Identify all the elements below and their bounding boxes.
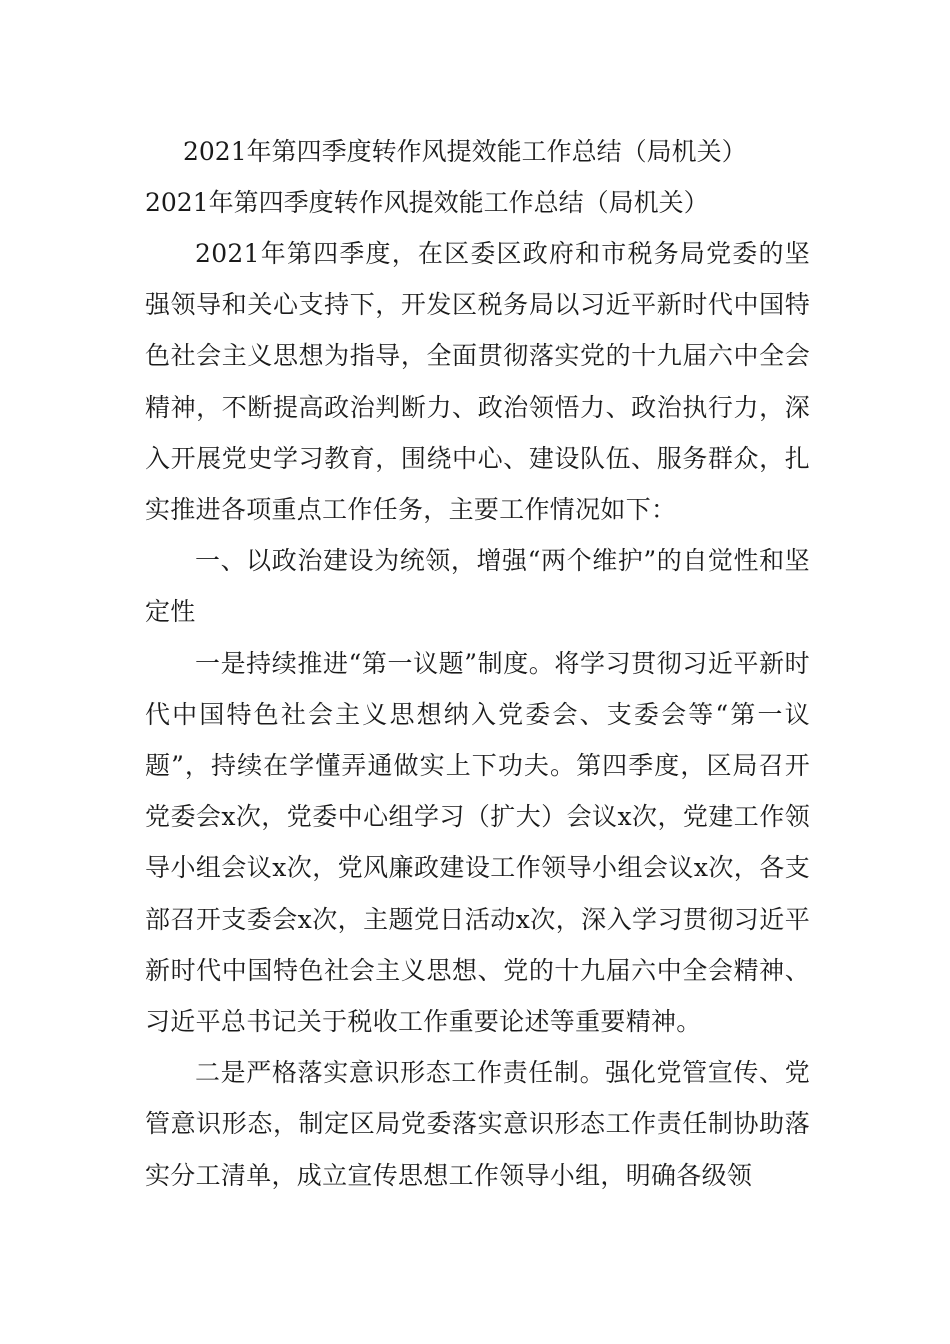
paragraph-intro: 2021年第四季度，在区委区政府和市税务局党委的坚强领导和关心支持下，开发区税务局以习近平新时代中国特色社会主义思想为指导，全面贯彻落实党的十九届六中全会精神，不断提高政治判断力、政治领悟力、政治执行力，深入开展党史学习教育，围绕中心、建设队伍、服务群众，扎实推进各项重点工作任务，主要工作情况如下： (145, 239, 810, 525)
document-body (145, 228, 810, 1201)
paragraph-ideology-responsibility: 二是严格落实意识形态工作责任制。强化党管宣传、党管意识形态，制定区局党委落实意识形态工作责任制协助落实分工清单，成立宣传思想工作领导小组，明确各级领 (145, 1058, 810, 1190)
section-heading-1: 一、以政治建设为统领，增强“两个维护”的自觉性和坚定性 (145, 546, 810, 627)
document-title: 2021年第四季度转作风提效能工作总结（局机关） (183, 137, 747, 166)
document-subtitle: 2021年第四季度转作风提效能工作总结（局机关） (145, 188, 709, 217)
paragraph-first-topic: 一是持续推进“第一议题”制度。将学习贯彻习近平新时代中国特色社会主义思想纳入党委会、支委会等“第一议题”，持续在学懂弄通做实上下功夫。第四季度，区局召开党委会x次，党委中心组学习（扩大）会议x次，党建工作领导小组会议x次，党风廉政建设工作领导小组会议x次，各支部召开支委会x次，主题党日活动x次，深入学习贯彻习近平新时代中国特色社会主义思想、党的十九届六中全会精神、习近平总书记关于税收工作重要论述等重要精神。 (145, 648, 810, 1037)
